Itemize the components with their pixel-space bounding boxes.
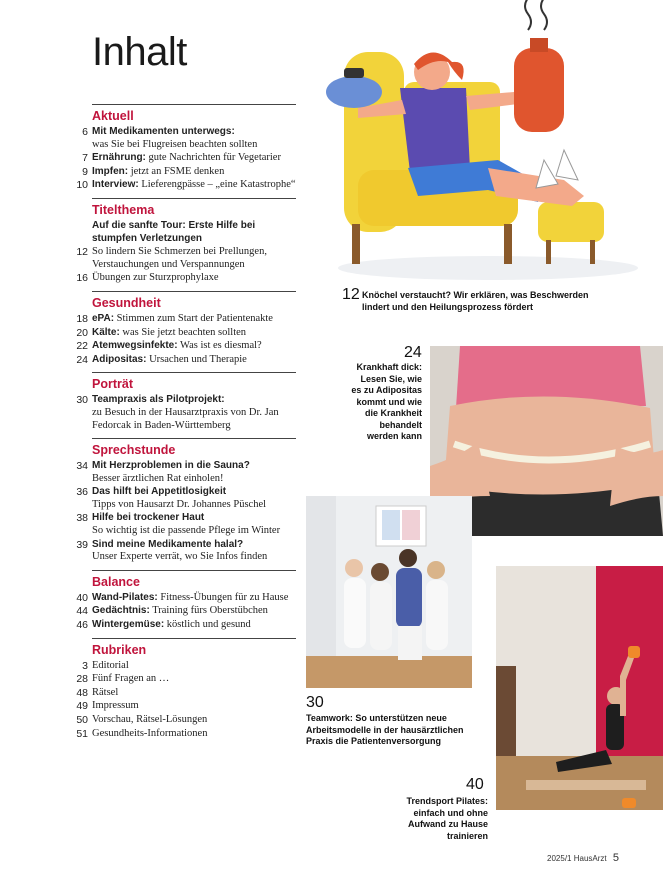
toc-page-number: 46 bbox=[76, 619, 88, 632]
toc-entry-description: Rätsel bbox=[92, 686, 119, 698]
section-divider bbox=[92, 198, 296, 199]
section-divider bbox=[92, 570, 296, 571]
caption-30-number: 30 bbox=[306, 694, 324, 711]
toc-entry[interactable] bbox=[68, 714, 296, 727]
toc-entry[interactable] bbox=[68, 313, 296, 326]
toc-entry[interactable] bbox=[68, 166, 296, 179]
toc-entry-title: Hilfe bei trockener Haut bbox=[92, 512, 205, 524]
toc-entry-title: Impfen: bbox=[92, 165, 129, 177]
toc-entry-text bbox=[92, 246, 296, 271]
toc-entry-text bbox=[92, 512, 296, 537]
toc-entry-text bbox=[92, 673, 296, 686]
toc-entry-title: Auf die sanfte Tour: Erste Hilfe bei stumpfen Verletzungen bbox=[92, 219, 256, 244]
toc-entry-description: Was ist es diesmal? bbox=[177, 340, 262, 352]
toc-entry-title: Gedächtnis: bbox=[92, 605, 150, 617]
footer-page-number: 5 bbox=[612, 852, 619, 864]
toc-entry-description: zu Besuch in der Hausarztpraxis von Dr. Jan Fedorcak in Baden-Württemberg bbox=[92, 406, 279, 431]
toc-entry-title: Kälte: bbox=[92, 326, 120, 338]
toc-entry-text bbox=[92, 660, 296, 673]
toc-entry-text bbox=[92, 272, 296, 285]
section-heading: Gesundheit bbox=[92, 295, 161, 310]
section-heading: Aktuell bbox=[92, 109, 134, 123]
toc-entry-description: So lindern Sie Schmerzen bei Prellungen, Verstauchungen und Verspannungen bbox=[92, 246, 267, 270]
toc-entry[interactable] bbox=[68, 126, 296, 151]
toc-entry-description: Impressum bbox=[92, 700, 139, 712]
toc-page-number: 36 bbox=[76, 486, 88, 499]
toc-entry-title: Ernährung: bbox=[92, 152, 146, 164]
toc-entry-title: Teampraxis als Pilotprojekt: bbox=[92, 394, 225, 406]
section-divider bbox=[92, 372, 296, 373]
toc-entry-text bbox=[92, 619, 296, 632]
toc-entry-text bbox=[92, 687, 296, 700]
toc-entry[interactable] bbox=[68, 327, 296, 340]
toc-page-number: 48 bbox=[76, 686, 88, 699]
toc-page-number: 30 bbox=[76, 394, 88, 407]
toc-entry-title: Atemwegsinfekte: bbox=[92, 340, 178, 352]
toc-page-number: 20 bbox=[76, 326, 88, 339]
toc-entry-title: Das hilft bei Appetitlosigkeit bbox=[92, 486, 227, 498]
toc-entry-text bbox=[92, 179, 296, 192]
section-divider bbox=[92, 104, 296, 105]
toc-entry[interactable] bbox=[68, 460, 296, 485]
toc-entry-description: Unser Experte verrät, wo Sie Infos finden bbox=[92, 551, 268, 563]
toc-page-number: 7 bbox=[82, 152, 88, 165]
toc-page-number: 39 bbox=[76, 538, 88, 551]
table-of-contents bbox=[68, 104, 296, 746]
caption-12-number: 12 bbox=[342, 286, 360, 303]
toc-entry[interactable] bbox=[68, 660, 296, 673]
toc-section-aktuell bbox=[68, 104, 296, 192]
toc-entry[interactable] bbox=[68, 220, 296, 245]
toc-section-porträt bbox=[68, 372, 296, 432]
caption-24-text: Krankhaft dick: Lesen Sie, wie es zu Adipositas kommt und wie die Krankheit behandelt werden kann bbox=[351, 362, 422, 441]
toc-entry[interactable] bbox=[68, 246, 296, 271]
toc-page-number: 16 bbox=[76, 272, 88, 285]
toc-entry[interactable] bbox=[68, 673, 296, 686]
toc-entry-description: Training fürs Oberstübchen bbox=[149, 605, 268, 617]
section-heading: Rubriken bbox=[92, 642, 147, 657]
toc-entry[interactable] bbox=[68, 340, 296, 353]
toc-entry[interactable] bbox=[68, 619, 296, 632]
toc-entry[interactable] bbox=[68, 179, 296, 192]
footer-magazine: HausArzt bbox=[573, 854, 607, 863]
toc-entry-title: Mit Herzproblemen in die Sauna? bbox=[92, 460, 250, 472]
toc-entry-title: Wand-Pilates: bbox=[92, 591, 158, 603]
toc-section-gesundheit bbox=[68, 291, 296, 366]
toc-entry-text bbox=[92, 354, 296, 367]
toc-page-number: 40 bbox=[76, 591, 88, 604]
toc-entry-description: köstlich und gesund bbox=[164, 619, 251, 631]
toc-entry[interactable] bbox=[68, 354, 296, 367]
toc-entry-title: Sind meine Medikamente halal? bbox=[92, 538, 244, 550]
toc-entry-description: was Sie jetzt beachten sollten bbox=[119, 326, 247, 338]
toc-entry-text bbox=[92, 605, 296, 618]
toc-page-number: 51 bbox=[76, 727, 88, 740]
toc-entry-description: Tipps von Hausarzt Dr. Johannes Püschel bbox=[92, 498, 267, 510]
toc-entry-title: Adipositas: bbox=[92, 353, 147, 365]
toc-entry-text bbox=[92, 313, 296, 326]
footer-issue: 2025/1 bbox=[547, 854, 572, 863]
toc-page-number: 38 bbox=[76, 512, 88, 525]
toc-entry-title: Wintergemüse: bbox=[92, 619, 165, 631]
section-divider bbox=[92, 638, 296, 639]
toc-page-number bbox=[68, 220, 88, 245]
toc-entry-description: Vorschau, Rätsel-Lösungen bbox=[92, 714, 208, 725]
toc-section-balance bbox=[68, 570, 296, 632]
toc-entry-text bbox=[92, 327, 296, 340]
toc-page-number: 18 bbox=[76, 312, 88, 325]
toc-entry-text bbox=[92, 700, 296, 713]
toc-page-number: 28 bbox=[76, 673, 88, 686]
page-footer bbox=[547, 852, 619, 864]
toc-entry-description: So wichtig ist die passende Pflege im Winter bbox=[92, 525, 281, 537]
toc-entry-text bbox=[92, 152, 296, 165]
toc-entry-description: Editorial bbox=[92, 659, 129, 671]
toc-page-number: 44 bbox=[76, 605, 88, 618]
section-heading: Porträt bbox=[92, 377, 133, 392]
toc-entry-description: Besser ärztlichen Rat einholen! bbox=[92, 472, 224, 484]
toc-page-number: 10 bbox=[76, 179, 88, 192]
toc-entry-title: Mit Medikamenten unterwegs: bbox=[92, 126, 235, 137]
toc-entry[interactable] bbox=[68, 605, 296, 618]
pilates-photo bbox=[496, 566, 663, 810]
toc-entry-text bbox=[92, 394, 296, 432]
toc-entry[interactable] bbox=[68, 512, 296, 537]
section-heading: Titelthema bbox=[92, 202, 155, 217]
toc-entry[interactable] bbox=[68, 152, 296, 165]
toc-page-number: 49 bbox=[76, 700, 88, 713]
caption-40-number: 40 bbox=[466, 776, 484, 793]
toc-entry-description: gute Nachrichten für Vegetarier bbox=[145, 152, 281, 164]
toc-entry-text bbox=[92, 340, 296, 353]
toc-entry-description: Gesundheits-Informationen bbox=[92, 727, 208, 739]
section-divider bbox=[92, 438, 296, 439]
toc-entry-title: Interview: bbox=[92, 179, 139, 191]
toc-entry-text bbox=[92, 166, 296, 179]
team-photo bbox=[306, 496, 472, 688]
section-divider bbox=[92, 291, 296, 292]
toc-entry[interactable] bbox=[68, 728, 296, 741]
toc-entry-text bbox=[92, 539, 296, 564]
toc-entry[interactable] bbox=[68, 539, 296, 564]
ankle-illustration bbox=[318, 0, 663, 285]
page-title: Inhalt bbox=[92, 30, 187, 74]
toc-entry-description: jetzt an FSME denken bbox=[128, 165, 225, 177]
section-heading: Balance bbox=[92, 574, 140, 589]
toc-entry-description: Übungen zur Sturzprophylaxe bbox=[92, 272, 219, 284]
toc-page-number: 22 bbox=[76, 340, 88, 353]
toc-page-number: 3 bbox=[82, 659, 88, 672]
section-heading: Sprechstunde bbox=[92, 443, 176, 458]
toc-entry[interactable] bbox=[68, 486, 296, 511]
toc-entry-text bbox=[92, 460, 296, 485]
toc-entry-text bbox=[92, 220, 296, 245]
toc-entry-text bbox=[92, 486, 296, 511]
caption-40-text: Trendsport Pilates: einfach und ohne Aufwand zu Hause trainieren bbox=[406, 796, 488, 841]
toc-page-number: 24 bbox=[76, 353, 88, 366]
toc-entry-description: Stimmen zum Start der Patientenakte bbox=[114, 312, 273, 324]
toc-section-sprechstunde bbox=[68, 438, 296, 564]
toc-page-number: 12 bbox=[76, 246, 88, 259]
caption-24-number: 24 bbox=[404, 344, 422, 361]
toc-entry[interactable] bbox=[68, 687, 296, 700]
toc-section-rubriken bbox=[68, 638, 296, 741]
toc-entry-description: Ursachen und Therapie bbox=[146, 353, 247, 365]
toc-page-number: 50 bbox=[76, 714, 88, 726]
toc-page-number: 34 bbox=[76, 460, 88, 473]
toc-entry[interactable] bbox=[68, 700, 296, 713]
toc-page-number: 9 bbox=[82, 165, 88, 178]
caption-12-text: Knöchel verstaucht? Wir erklären, was Beschwerden lindert und den Heilungsprozess fördert bbox=[362, 290, 589, 312]
toc-entry-text bbox=[92, 126, 296, 151]
caption-30-text: Teamwork: So unterstützen neue Arbeitsmodelle in der hausärztlichen Praxis die Patientenversorgung bbox=[306, 713, 464, 746]
toc-entry-text bbox=[92, 592, 296, 605]
toc-entry-description: Fitness-Übungen für zu Hause bbox=[157, 591, 289, 603]
toc-entry[interactable] bbox=[68, 592, 296, 605]
toc-entry-title: ePA: bbox=[92, 312, 115, 324]
toc-entry-text bbox=[92, 714, 296, 727]
toc-entry-description: Lieferengpässe – „eine Katastrophe“ bbox=[138, 179, 296, 191]
toc-section-titelthema bbox=[68, 198, 296, 285]
toc-entry-description: Fünf Fragen an … bbox=[92, 673, 170, 685]
toc-entry-text bbox=[92, 728, 296, 741]
toc-entry[interactable] bbox=[68, 394, 296, 432]
toc-entry[interactable] bbox=[68, 272, 296, 285]
toc-entry-description: was Sie bei Flugreisen beachten sollten bbox=[92, 138, 258, 150]
toc-page-number: 6 bbox=[82, 126, 88, 138]
